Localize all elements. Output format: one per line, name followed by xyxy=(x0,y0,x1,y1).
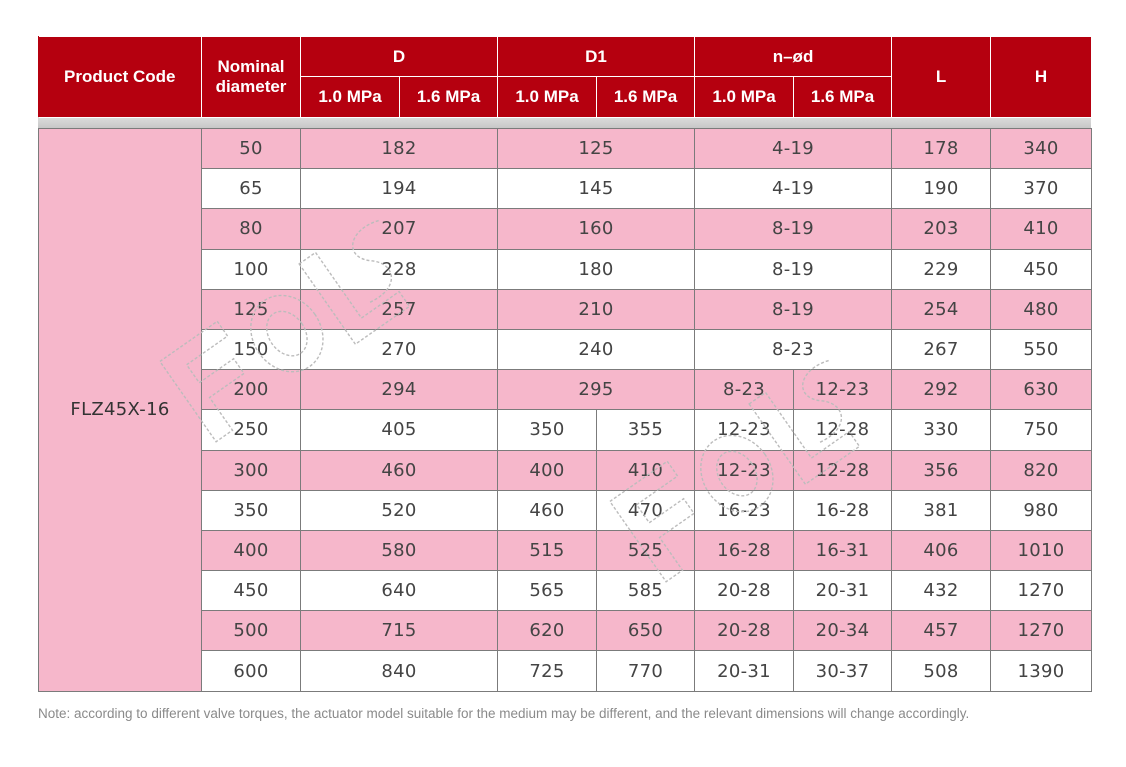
cell-h: 340 xyxy=(991,129,1092,169)
cell-d: 182 xyxy=(301,129,498,169)
footnote: Note: according to different valve torques, the actuator model suitable for the medium may be different, and the relevant dimensions will change accordingly. xyxy=(38,706,970,721)
cell-dn: 600 xyxy=(202,651,301,691)
cell-h: 750 xyxy=(991,410,1092,450)
cell-d: 294 xyxy=(301,370,498,410)
cell-nd-16mpa: 16-31 xyxy=(794,530,892,570)
cell-nd-16mpa: 12-23 xyxy=(794,370,892,410)
table-header xyxy=(39,37,1092,118)
cell-nd-1mpa: 16-28 xyxy=(695,530,794,570)
cell-nd-1mpa: 20-28 xyxy=(695,611,794,651)
cell-d1: 125 xyxy=(498,129,695,169)
cell-nd-16mpa: 20-31 xyxy=(794,571,892,611)
cell-nd: 4-19 xyxy=(695,129,892,169)
cell-l: 457 xyxy=(892,611,991,651)
cell-h: 550 xyxy=(991,329,1092,369)
header-nominal-line1: Nominal xyxy=(217,57,285,76)
cell-d1-16mpa: 770 xyxy=(597,651,695,691)
header-d1-1mpa: 1.0 MPa xyxy=(498,77,597,118)
cell-l: 330 xyxy=(892,410,991,450)
header-spacer xyxy=(39,118,1092,129)
cell-d1-16mpa: 470 xyxy=(597,490,695,530)
header-d1: D1 xyxy=(498,37,695,77)
header-d1-16mpa: 1.6 MPa xyxy=(597,77,695,118)
cell-d1-16mpa: 525 xyxy=(597,530,695,570)
cell-l: 203 xyxy=(892,209,991,249)
cell-nd-1mpa: 20-28 xyxy=(695,571,794,611)
cell-l: 178 xyxy=(892,129,991,169)
cell-dn: 125 xyxy=(202,289,301,329)
cell-d1: 295 xyxy=(498,370,695,410)
cell-nd-16mpa: 12-28 xyxy=(794,410,892,450)
cell-l: 381 xyxy=(892,490,991,530)
cell-d: 580 xyxy=(301,530,498,570)
cell-d1-1mpa: 565 xyxy=(498,571,597,611)
cell-dn: 80 xyxy=(202,209,301,249)
cell-l: 254 xyxy=(892,289,991,329)
cell-d1-1mpa: 460 xyxy=(498,490,597,530)
header-nominal-diameter xyxy=(202,37,301,118)
cell-dn: 65 xyxy=(202,169,301,209)
cell-d: 640 xyxy=(301,571,498,611)
header-d: D xyxy=(301,37,498,77)
cell-h: 1270 xyxy=(991,611,1092,651)
cell-nd-16mpa: 20-34 xyxy=(794,611,892,651)
cell-d1-1mpa: 400 xyxy=(498,450,597,490)
table-body xyxy=(39,118,1092,692)
cell-nd-16mpa: 16-28 xyxy=(794,490,892,530)
cell-dn: 300 xyxy=(202,450,301,490)
cell-dn: 100 xyxy=(202,249,301,289)
cell-h: 1390 xyxy=(991,651,1092,691)
cell-l: 267 xyxy=(892,329,991,369)
cell-d: 207 xyxy=(301,209,498,249)
cell-dn: 400 xyxy=(202,530,301,570)
cell-d1: 160 xyxy=(498,209,695,249)
cell-d1-16mpa: 585 xyxy=(597,571,695,611)
cell-nd-1mpa: 12-23 xyxy=(695,450,794,490)
cell-dn: 250 xyxy=(202,410,301,450)
cell-nd: 8-19 xyxy=(695,209,892,249)
cell-d: 270 xyxy=(301,329,498,369)
cell-l: 432 xyxy=(892,571,991,611)
cell-nd: 4-19 xyxy=(695,169,892,209)
cell-d: 405 xyxy=(301,410,498,450)
cell-h: 630 xyxy=(991,370,1092,410)
product-code-cell: FLZ45X-16 xyxy=(39,129,202,692)
cell-d1: 145 xyxy=(498,169,695,209)
cell-d1-1mpa: 725 xyxy=(498,651,597,691)
header-nominal-line2: diameter xyxy=(215,77,287,96)
cell-dn: 200 xyxy=(202,370,301,410)
cell-h: 980 xyxy=(991,490,1092,530)
cell-d1-1mpa: 350 xyxy=(498,410,597,450)
cell-l: 292 xyxy=(892,370,991,410)
cell-d1-1mpa: 515 xyxy=(498,530,597,570)
cell-d1: 240 xyxy=(498,329,695,369)
cell-dn: 500 xyxy=(202,611,301,651)
cell-nd: 8-19 xyxy=(695,249,892,289)
cell-dn: 350 xyxy=(202,490,301,530)
cell-nd-16mpa: 12-28 xyxy=(794,450,892,490)
cell-h: 1010 xyxy=(991,530,1092,570)
cell-d1-1mpa: 620 xyxy=(498,611,597,651)
cell-d: 257 xyxy=(301,289,498,329)
cell-d: 520 xyxy=(301,490,498,530)
cell-nd-1mpa: 20-31 xyxy=(695,651,794,691)
cell-dn: 150 xyxy=(202,329,301,369)
cell-h: 410 xyxy=(991,209,1092,249)
header-n-od: n–ød xyxy=(695,37,892,77)
header-l: L xyxy=(892,37,991,118)
table-row xyxy=(39,129,1092,169)
header-h: H xyxy=(991,37,1092,118)
cell-d: 194 xyxy=(301,169,498,209)
cell-d1: 210 xyxy=(498,289,695,329)
cell-d1-16mpa: 355 xyxy=(597,410,695,450)
cell-dn: 50 xyxy=(202,129,301,169)
cell-d: 460 xyxy=(301,450,498,490)
cell-l: 356 xyxy=(892,450,991,490)
cell-h: 370 xyxy=(991,169,1092,209)
cell-d1: 180 xyxy=(498,249,695,289)
cell-h: 480 xyxy=(991,289,1092,329)
cell-nd: 8-19 xyxy=(695,289,892,329)
cell-d: 840 xyxy=(301,651,498,691)
header-d-16mpa: 1.6 MPa xyxy=(400,77,498,118)
spec-table xyxy=(38,36,1092,692)
cell-d: 715 xyxy=(301,611,498,651)
header-d-1mpa: 1.0 MPa xyxy=(301,77,400,118)
cell-h: 1270 xyxy=(991,571,1092,611)
cell-d1-16mpa: 410 xyxy=(597,450,695,490)
header-product-code: Product Code xyxy=(39,37,202,118)
cell-l: 190 xyxy=(892,169,991,209)
cell-d1-16mpa: 650 xyxy=(597,611,695,651)
header-nd-16mpa: 1.6 MPa xyxy=(794,77,892,118)
cell-h: 820 xyxy=(991,450,1092,490)
cell-nd-16mpa: 30-37 xyxy=(794,651,892,691)
cell-d: 228 xyxy=(301,249,498,289)
header-nd-1mpa: 1.0 MPa xyxy=(695,77,794,118)
cell-nd-1mpa: 12-23 xyxy=(695,410,794,450)
cell-l: 229 xyxy=(892,249,991,289)
cell-l: 508 xyxy=(892,651,991,691)
cell-dn: 450 xyxy=(202,571,301,611)
cell-h: 450 xyxy=(991,249,1092,289)
cell-nd-1mpa: 16-23 xyxy=(695,490,794,530)
cell-nd: 8-23 xyxy=(695,329,892,369)
cell-nd-1mpa: 8-23 xyxy=(695,370,794,410)
cell-l: 406 xyxy=(892,530,991,570)
